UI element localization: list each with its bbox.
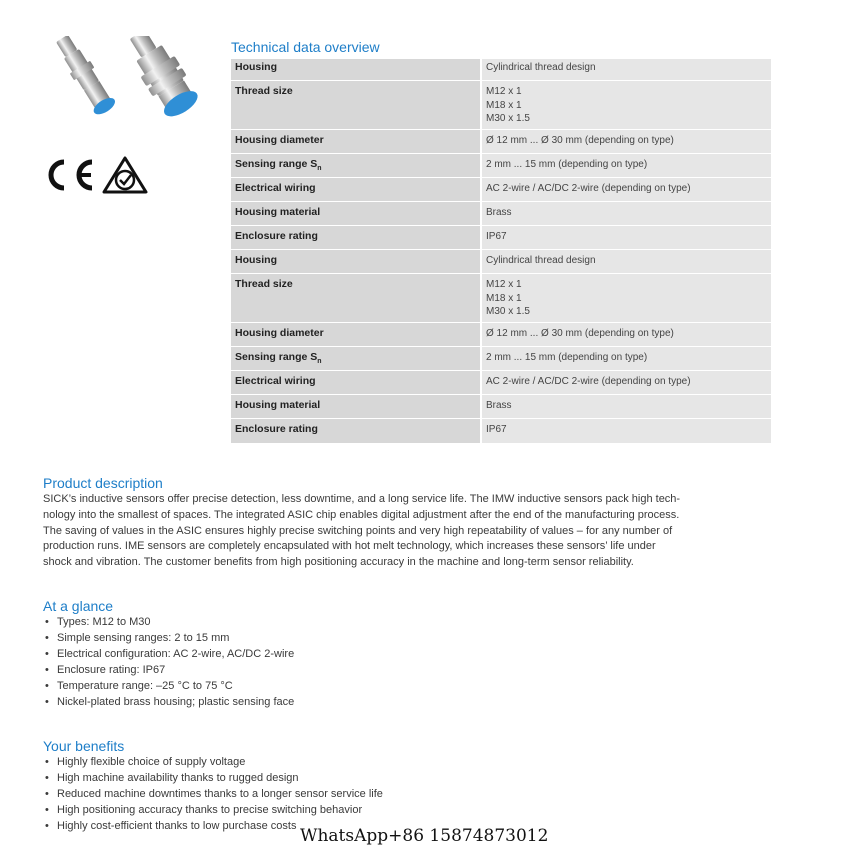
product-description-line: production runs. IME sensors are completely encapsulated with hot melt technology, which increases these sensors’ life under: [43, 540, 656, 553]
table-row: [231, 323, 771, 347]
spec-value-line: Ø 12 mm ... Ø 30 mm (depending on type): [486, 135, 674, 146]
technical-data-table: [231, 58, 771, 443]
spec-label: [231, 371, 481, 395]
spec-label-subscript: n: [317, 165, 322, 173]
at-a-glance-title: At a glance: [43, 598, 114, 614]
spec-value: [481, 250, 771, 274]
table-row: [231, 226, 771, 250]
product-description-line: The saving of values in the ASIC ensures highly precise switching points and very high repeatability of values – for any number of: [43, 524, 673, 537]
list-item: • Electrical configuration: AC 2-wire, AC/DC 2-wire: [43, 647, 543, 663]
spec-value: [481, 347, 771, 371]
spec-value-line: M12 x 1: [486, 279, 522, 290]
product-image: [40, 36, 220, 136]
spec-value-line: 2 mm ... 15 mm (depending on type): [486, 159, 648, 170]
spec-value-line: Brass: [486, 207, 512, 218]
spec-label-text: Housing diameter: [235, 134, 324, 146]
spec-label-text: Sensing range S: [235, 158, 318, 170]
spec-label-subscript: n: [317, 358, 322, 366]
list-item: • Types: M12 to M30: [43, 615, 543, 631]
spec-label-text: Electrical wiring: [235, 375, 316, 387]
rcm-mark-icon: [101, 155, 149, 195]
at-a-glance-list: [43, 615, 543, 710]
spec-label: [231, 323, 481, 347]
spec-label-text: Housing diameter: [235, 327, 324, 339]
spec-label: [231, 202, 481, 226]
spec-value: [481, 419, 771, 443]
table-row: [231, 274, 771, 323]
spec-value-line: Cylindrical thread design: [486, 62, 596, 73]
table-row: [231, 347, 771, 371]
table-row: [231, 371, 771, 395]
spec-label: [231, 395, 481, 419]
spec-label: [231, 130, 481, 154]
table-row: [231, 81, 771, 130]
table-row: [231, 202, 771, 226]
spec-value: [481, 130, 771, 154]
table-row: [231, 59, 771, 81]
spec-value-line: IP67: [486, 424, 507, 435]
spec-label-text: Housing: [235, 254, 277, 266]
list-item: • Highly flexible choice of supply voltage: [43, 755, 543, 771]
spec-value: [481, 178, 771, 202]
table-row: [231, 250, 771, 274]
list-item: • Reduced machine downtimes thanks to a longer sensor service life: [43, 787, 543, 803]
spec-value: [481, 323, 771, 347]
table-row: [231, 130, 771, 154]
ce-mark-icon: [42, 155, 96, 195]
table-row: [231, 419, 771, 443]
spec-label-text: Sensing range S: [235, 351, 318, 363]
spec-label-text: Housing material: [235, 399, 321, 411]
spec-value-line: 2 mm ... 15 mm (depending on type): [486, 352, 648, 363]
spec-label: [231, 81, 481, 130]
table-row: [231, 178, 771, 202]
spec-label: [231, 178, 481, 202]
list-item: • Nickel-plated brass housing; plastic sensing face: [43, 695, 543, 711]
list-item: • High positioning accuracy thanks to precise switching behavior: [43, 803, 543, 819]
table-row: [231, 395, 771, 419]
spec-label-text: Enclosure rating: [235, 230, 318, 242]
spec-label: [231, 250, 481, 274]
spec-value-line: M30 x 1.5: [486, 306, 530, 318]
spec-value: [481, 226, 771, 250]
spec-label-text: Housing material: [235, 206, 321, 218]
spec-label: [231, 347, 481, 371]
spec-value: [481, 371, 771, 395]
spec-value-line: AC 2-wire / AC/DC 2-wire (depending on type): [486, 376, 691, 387]
spec-value: [481, 202, 771, 226]
your-benefits-title: Your benefits: [43, 738, 125, 754]
table-row: [231, 154, 771, 178]
product-description-line: shock and vibration. The customer benefits from high positioning accuracy in the machine and long-term sensor reliability.: [43, 556, 634, 569]
list-item: • High machine availability thanks to rugged design: [43, 771, 543, 787]
spec-value-line: IP67: [486, 231, 507, 242]
spec-label: [231, 419, 481, 443]
spec-label: [231, 226, 481, 250]
spec-value-line: M18 x 1: [486, 292, 522, 304]
product-description-line: SICK’s inductive sensors offer precise detection, less downtime, and a long service life. The IMW inductive sensors pack high tech-: [43, 493, 681, 505]
spec-value-line: Cylindrical thread design: [486, 255, 596, 266]
technical-data-title: Technical data overview: [231, 39, 380, 55]
list-item: • Simple sensing ranges: 2 to 15 mm: [43, 631, 543, 647]
spec-label-text: Electrical wiring: [235, 182, 316, 194]
spec-value-line: M18 x 1: [486, 99, 522, 111]
spec-value: [481, 395, 771, 419]
spec-label: [231, 154, 481, 178]
spec-value: [481, 59, 771, 81]
spec-value: [481, 274, 771, 323]
spec-value: [481, 81, 771, 130]
list-item: • Temperature range: –25 °C to 75 °C: [43, 679, 543, 695]
spec-label-text: Thread size: [235, 85, 293, 97]
spec-value-line: M30 x 1.5: [486, 113, 530, 125]
spec-value-line: M12 x 1: [486, 86, 522, 97]
spec-value: [481, 154, 771, 178]
whatsapp-watermark: WhatsApp+86 15874873012: [300, 826, 549, 846]
spec-value-line: Ø 12 mm ... Ø 30 mm (depending on type): [486, 328, 674, 339]
spec-label-text: Enclosure rating: [235, 423, 318, 435]
spec-label-text: Thread size: [235, 278, 293, 290]
spec-value-line: AC 2-wire / AC/DC 2-wire (depending on type): [486, 183, 691, 194]
spec-label-text: Housing: [235, 61, 277, 73]
spec-value-line: Brass: [486, 400, 512, 411]
list-item: • Highly cost-efficient thanks to low purchase costs: [43, 819, 543, 835]
product-description-line: nology into the smallest of spaces. The integrated ASIC chip enables digital adjustment after the end of the manufacturing process.: [43, 508, 680, 521]
list-item: • Enclosure rating: IP67: [43, 663, 543, 679]
your-benefits-list: [43, 755, 543, 835]
product-description-text: [43, 492, 778, 571]
product-description-title: Product description: [43, 475, 163, 491]
spec-label: [231, 274, 481, 323]
spec-label: [231, 59, 481, 81]
